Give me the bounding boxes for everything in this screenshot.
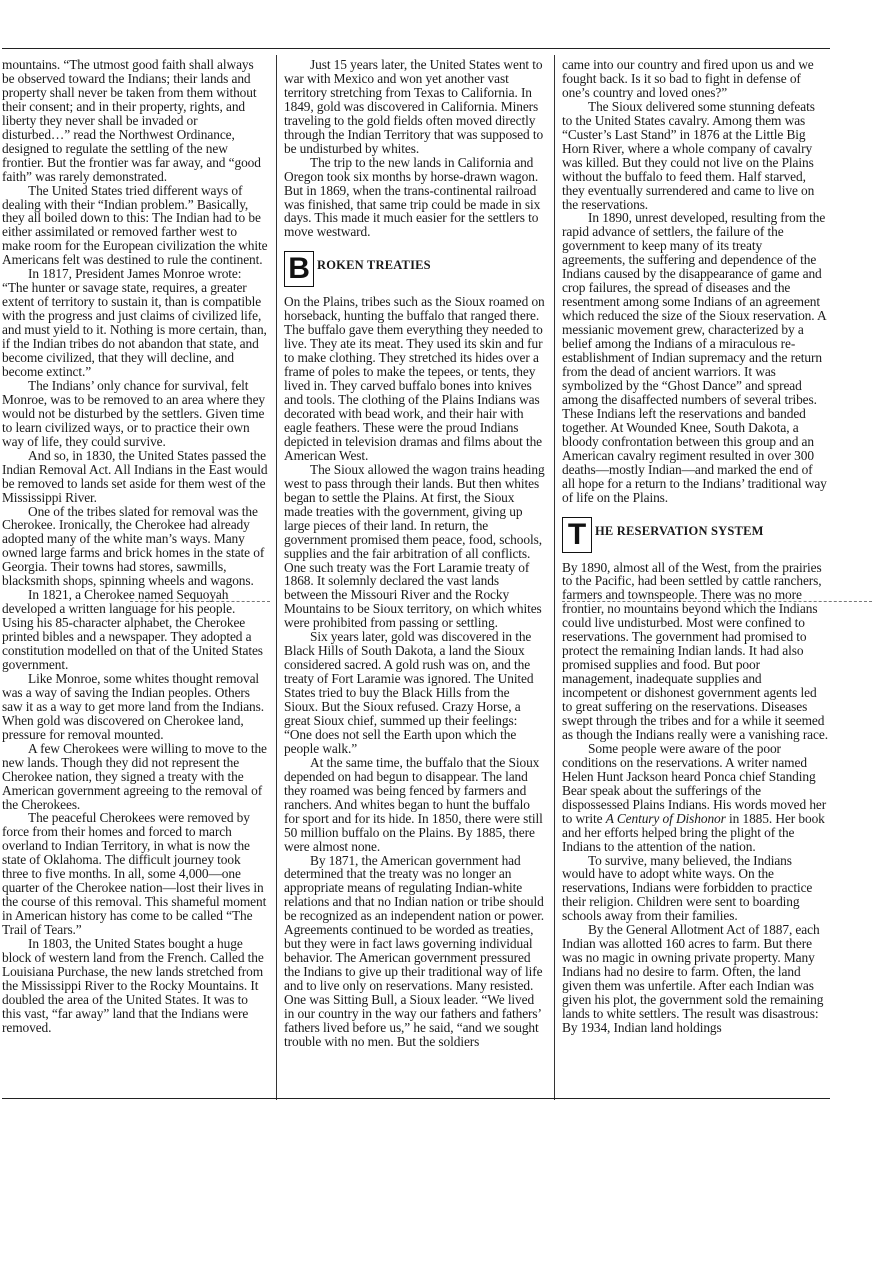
paragraph: On the Plains, tribes such as the Sioux roamed on horseback, hunting the buffalo that ranged there. The buffalo gave them everything they needed to live. They ate its meat. They used its skin and fur to make clothing. They stretched its hides over a frame of poles to make the tepees, or tents, they lived in. They carved buffalo bones into knives and tools. The clothing of the Plains Indians was decorated with bead work, and their hair with eagle feathers. These were the proud Indians depicted in television dramas and films about the American West. [284,294,545,463]
paragraph: In 1817, President James Monroe wrote: “The hunter or savage state, requires, a greater extent of territory to sustain it, than is compatible with the progress and just claims of civilized life, and must yield to it. Nothing is more certain, than, if the Indian tribes do not abandon that state, and become civilized, that they will decline, and become extinct.” [2,266,267,379]
book-title: A Century of Dishonor [605,810,726,826]
paragraph: The United States tried different ways of dealing with their “Indian problem.” Basically, they all boiled down to this: The Indian had to be either assimilated or removed farther west to make room for the European civilization the white Americans felt was destined to rule the continent. [2,182,268,268]
paragraph-text: Some people were aware of the poor conditions on the reservations. A writer named Helen Hunt Jackson heard Ponca chief Standing Bear speak about the sufferings of the dispossessed Plains Indians. His words moved her to write [562,740,827,826]
column-divider-left [276,55,277,1100]
drop-cap: B [284,251,314,287]
section-heading-reservation-system [562,515,828,553]
paragraph: Like Monroe, some whites thought removal was a way of saving the Indian peoples. Others saw it as a way to get more land from the Indians. When gold was discovered on Cherokee land, pressure for removal mounted. [2,670,264,742]
paragraph: came into our country and fired upon us and we fought back. Is it so bad to fight in defense of one’s country and loved ones?” [562,58,814,100]
paragraph: mountains. “The utmost good faith shall always be observed toward the Indians; their lands and property shall never be taken from them without their consent; and in their property, rights, and liberty they never shall be invaded or disturbed…” read the Northwest Ordinance, designed to regulate the settling of the new frontier. But the frontier was far away, and “good faith” was rarely demonstrated. [2,58,261,184]
paragraph: The trip to the new lands in California and Oregon took six months by horse-drawn wagon. But in 1869, when the trans-continental railroad was finished, that same trip could be made in six days. This made it much easier for the settlers to move westward. [284,154,541,240]
column-1 [2,58,268,1098]
paragraph: Six years later, gold was discovered in the Black Hills of South Dakota, a land the Sioux considered sacred. A gold rush was on, and the treaty of Fort Laramie was ignored. The United States tried to buy the Black Hills from the Sioux. But the Sioux refused. Crazy Horse, a great Sioux chief, summed up their feelings: “One does not sell the Earth upon which the people walk.” [284,629,534,756]
section-title: HE RESERVATION SYSTEM [595,523,764,538]
paragraph: In 1890, unrest developed, resulting from the rapid advance of settlers, the failure of the government to keep many of its treaty agreements, the suffering and dependence of the Indians caused by the disappearance of game and crop failures, the spread of diseases and the resentment among some Indians of an agreement which reduced the size of the Sioux reservation. A messianic movement grew, characterized by a belief among the Indians of a miraculous re-establishment of Indian supremacy and the return from the dead of ancient warriors. It was symbolized by the “Ghost Dance” and spread among the disaffected numbers of several tribes. These Indians left the reservations and banded together. At Wounded Knee, South Dakota, a bloody confrontation between this group and an American cavalry regiment resulted in over 300 deaths—mostly Indian—and marked the end of all hope for a return to the Indians’ traditional way of life on the Plains. [562,210,827,505]
paragraph: To survive, many believed, the Indians would have to adopt white ways. On the reservations, Indians were forbidden to practice their religion. Children were sent to boarding schools away from their families. [562,852,813,924]
paragraph: In 1821, a Cherokee named Sequoyah developed a written language for his people. Using his 85-character alphabet, the Cherokee printed bibles and a newspaper. They adopted a constitution modelled on that of the United States government. [2,587,263,672]
paragraph: And so, in 1830, the United States passed the Indian Removal Act. All Indians in the East would be removed to lands set aside for them west of the Mississippi River. [2,447,268,505]
column-3 [562,58,828,1098]
paragraph: At the same time, the buffalo that the Sioux depended on had begun to disappear. The land they roamed was being fenced by farmers and ranchers. And whites began to hunt the buffalo for sport and for its hide. In 1850, there were still 50 million buffalo on the Plains. By 1885, there were almost none. [284,754,543,854]
paragraph: One of the tribes slated for removal was the Cherokee. Ironically, the Cherokee had already adopted many of the white man’s ways. Many owned large farms and brick homes in the state of Georgia. Their towns had stores, sawmills, blacksmith shops, spinning wheels and wagons. [2,503,265,589]
paragraph: By the General Allotment Act of 1887, each Indian was allotted 160 acres to farm. But there was no magic in owning private property. Many Indians had no desire to farm. Often, the land given them was unfertile. After each Indian was given his plot, the government sold the remaining lands to white settlers. The result was disastrous: By 1934, Indian land holdings [562,922,824,1035]
bottom-rule [2,1098,830,1099]
paragraph: A few Cherokees were willing to move to the new lands. Though they did not represent the Cherokee nation, they signed a treaty with the American government agreeing to the removal of the Cherokees. [2,740,267,812]
paragraph: By 1871, the American government had determined that the treaty was no longer an appropriate means of regulating Indian-white relations and that no Indian nation or tribe should be recognized as an independent nation or power. Agreements continued to be worded as treaties, but they were in fact laws governing individual behavior. The American government pressured the Indians to give up their traditional way of life and to live only on reservations. Many resisted. One was Sitting Bull, a Sioux leader. “We lived in our country in the way our fathers and fathers’ fathers lived before us,” he said, “and we sought trouble with no men. But the soldiers [284,852,544,1049]
drop-cap: T [562,517,592,553]
section-title: ROKEN TREATIES [317,258,431,273]
section-heading-broken-treaties [284,249,546,287]
column-2 [284,58,546,1098]
top-rule [2,48,830,49]
paragraph: In 1803, the United States bought a huge block of western land from the French. Called the Louisiana Purchase, the new lands stretched from the Mississippi River to the Rocky Mountains. It doubled the area of the United States. It was to this vast, “far away” land that the Indians were removed. [2,936,264,1035]
paragraph: The Indians’ only chance for survival, felt Monroe, was to be removed to an area where they would not be disturbed by the settlers. Given time to learn civilized ways, or to practice their own way of life, they could survive. [2,377,266,449]
paragraph: By 1890, almost all of the West, from the prairies to the Pacific, had been settled by cattle ranchers, farmers and townspeople. There was no more frontier, no mountains beyond which the Indians could live undisturbed. Most were confined to reservations. The government had promised to protect the remaining Indian lands. It had also promised supplies and food. But poor management, inadequate supplies and incompetent or dishonest government agents led to great suffering on the reservations. Diseases swept through the tribes and for a while it seemed as though the Indians really were a vanishing race. [562,559,828,742]
column-divider-right [554,55,555,1100]
paragraph: The Sioux allowed the wagon trains heading west to pass through their lands. But then whites began to settle the Plains. At first, the Sioux made treaties with the government, giving up large pieces of their land. In return, the government promised them peace, food, schools, supplies and the fair arbitration of all conflicts. One such treaty was the Fort Laramie treaty of 1868. It solemnly declared the vast lands between the Missouri River and the Rocky Mountains to be Sioux territory, on which whites were prohibited from passing or settling. [284,461,545,631]
paragraph [562,742,828,854]
paragraph: The Sioux delivered some stunning defeats to the United States cavalry. Among them was “Custer’s Last Stand” in 1876 at the Little Big Horn River, where a whole company of cavalry was killed. But they could not live on the Plains without the buffalo to feed them. Half starved, they eventually surrendered and came to live on the reservations. [562,98,815,212]
paragraph: Just 15 years later, the United States went to war with Mexico and won yet another vast territory stretching from Texas to California. In 1849, gold was discovered in California. Miners traveling to the gold fields often moved directly through the Indian Territory that was supposed to be undisturbed by whites. [284,58,544,156]
paragraph: The peaceful Cherokees were removed by force from their homes and forced to march overland to Indian Territory, in what is now the state of Oklahoma. The difficult journey took three to five months. In all, some 4,000—one quarter of the Cherokee nation—lost their lives in the course of this removal. This shameful moment in American history has come to be called “The Trail of Tears.” [2,810,267,938]
paragraph-text: in 1885. Her book and her efforts helped bring the plight of the Indians to the attention of the nation. [562,810,825,854]
